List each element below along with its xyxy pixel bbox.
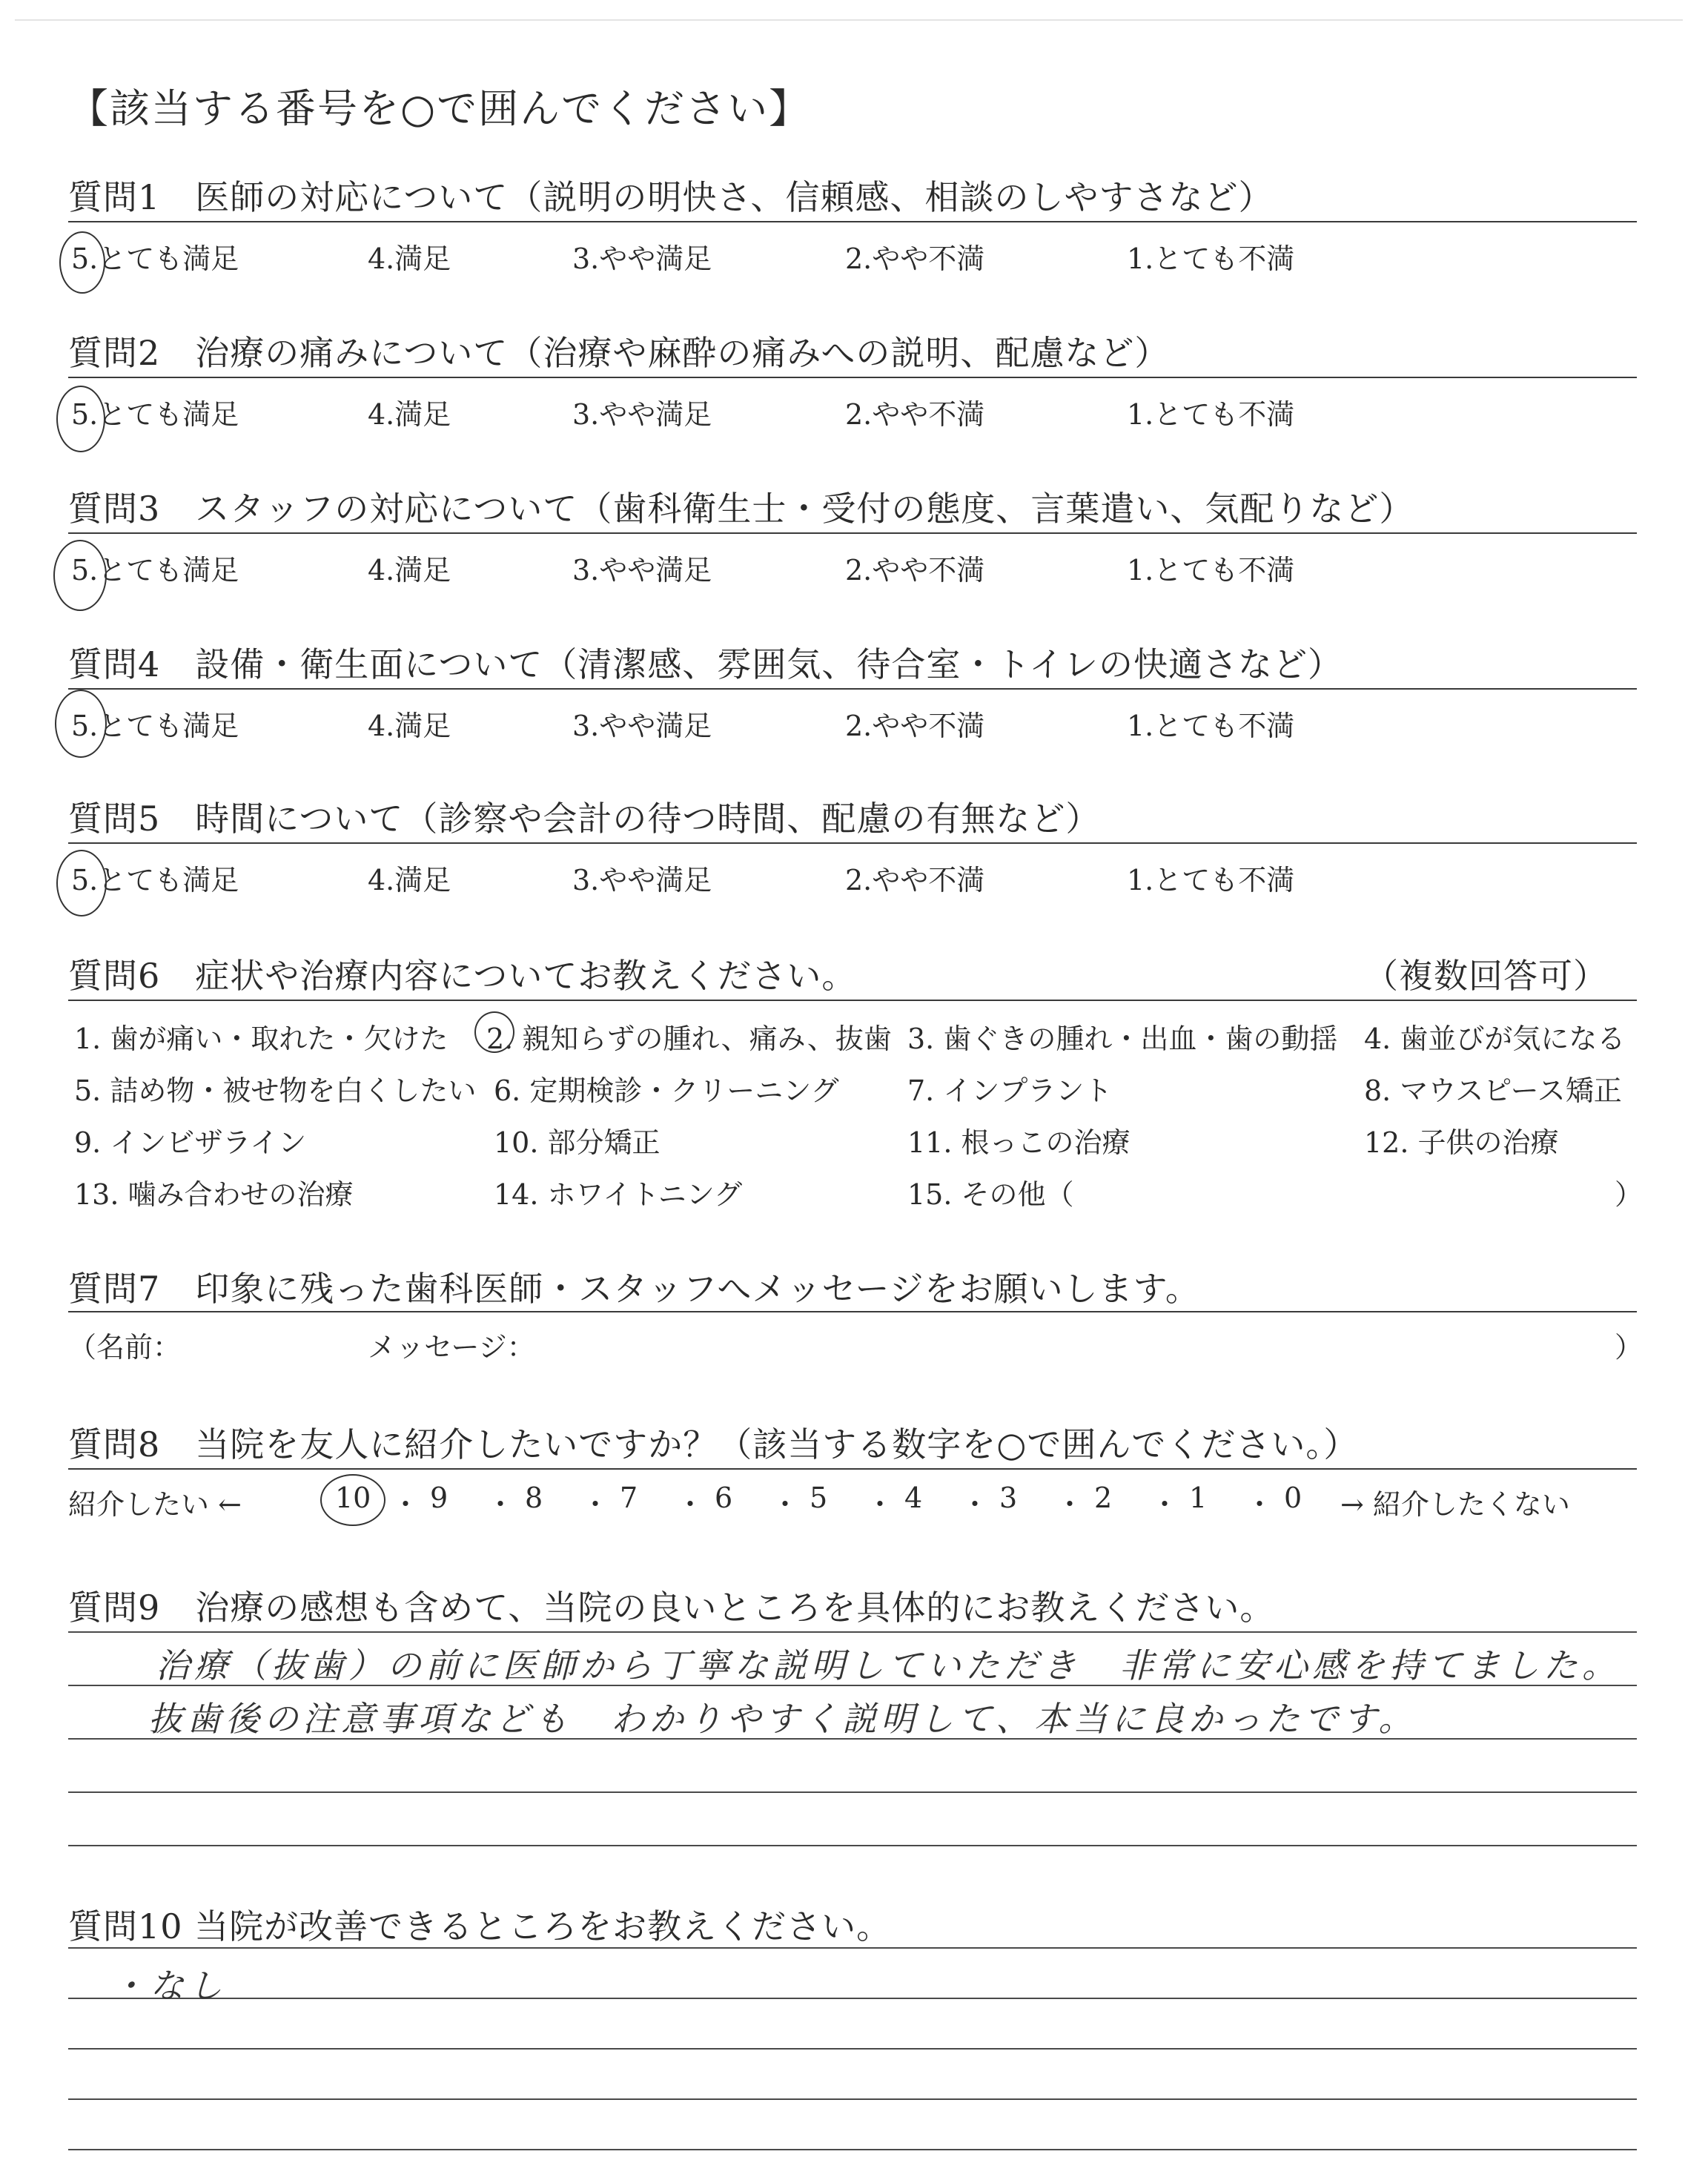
question-1-title: 質問1 医師の対応について（説明の明快さ、信頼感、相談のしやすさなど） xyxy=(68,177,1274,217)
q2-option-2[interactable]: 2.やや不満 xyxy=(845,398,985,431)
q8-scale-value-3[interactable]: 3 xyxy=(999,1482,1018,1514)
q5-option-2[interactable]: 2.やや不満 xyxy=(845,864,985,896)
question-2-rule xyxy=(68,377,1637,378)
q6-item-10[interactable]: 10. 部分矯正 xyxy=(494,1126,661,1159)
question-7-title: 質問7 印象に残った歯科医師・スタッフへメッセージをお願いします。 xyxy=(68,1269,1200,1309)
q3-option-2[interactable]: 2.やや不満 xyxy=(845,554,985,587)
q4-option-3[interactable]: 3.やや満足 xyxy=(572,710,712,742)
question-3-rule xyxy=(68,532,1637,534)
q6-item-15[interactable]: 15. その他（ xyxy=(907,1178,1074,1211)
q10-handwritten-line-1: ・なし xyxy=(111,1966,227,2006)
q6-item-9[interactable]: 9. インビザライン xyxy=(74,1126,307,1159)
q2-selection-circle xyxy=(56,386,105,452)
q6-item-3[interactable]: 3. 歯ぐきの腫れ・出血・歯の動揺 xyxy=(907,1023,1338,1055)
q4-option-4[interactable]: 4.満足 xyxy=(368,710,451,742)
q5-option-3[interactable]: 3.やや満足 xyxy=(572,864,712,896)
q6-item-13[interactable]: 13. 噛み合わせの治療 xyxy=(74,1178,354,1211)
question-5-rule xyxy=(68,842,1637,844)
q1-selection-circle xyxy=(59,231,105,294)
q3-option-4[interactable]: 4.満足 xyxy=(368,554,451,587)
q7-name-field[interactable] xyxy=(178,1320,348,1357)
q3-option-5[interactable]: 5.とても満足 xyxy=(71,554,239,587)
q4-option-2[interactable]: 2.やや不満 xyxy=(845,710,985,742)
q7-message-label: メッセージ： xyxy=(368,1331,535,1364)
q10-line-3 xyxy=(68,2048,1637,2050)
q8-scale-value-5[interactable]: 5 xyxy=(810,1482,828,1514)
form-header: 【該当する番号を○で囲んでください】 xyxy=(68,85,811,132)
question-4-title: 質問4 設備・衛生面について（清潔感、雰囲気、待合室・トイレの快適さなど） xyxy=(68,644,1343,684)
q8-scale-separator: ・ xyxy=(391,1488,420,1521)
q10-line-2 xyxy=(68,1998,1637,1999)
q1-option-1[interactable]: 1.とても不満 xyxy=(1127,242,1295,275)
q6-selection-circle xyxy=(474,1011,514,1053)
q8-scale-separator: ・ xyxy=(581,1488,610,1521)
q8-selection-circle xyxy=(320,1474,385,1526)
question-6-note: （複数回答可） xyxy=(1364,956,1608,996)
q6-item-8[interactable]: 8. マウスピース矯正 xyxy=(1364,1074,1622,1107)
q7-close-paren: ） xyxy=(1615,1331,1644,1364)
q1-option-3[interactable]: 3.やや満足 xyxy=(572,242,712,275)
q4-selection-circle xyxy=(55,690,107,758)
q10-line-4 xyxy=(68,2098,1637,2100)
q6-item-11[interactable]: 11. 根っこの治療 xyxy=(907,1126,1131,1159)
question-8-rule xyxy=(68,1468,1637,1470)
q8-scale-value-2[interactable]: 2 xyxy=(1094,1482,1113,1514)
q8-right-label: → 紹介したくない xyxy=(1340,1488,1570,1521)
q6-item-7[interactable]: 7. インプラント xyxy=(907,1074,1113,1107)
question-10-title: 質問10 当院が改善できるところをお教えください。 xyxy=(68,1906,892,1946)
question-6-title: 質問6 症状や治療内容についてお教えください。 xyxy=(68,956,857,996)
q6-item-6[interactable]: 6. 定期検診・クリーニング xyxy=(494,1074,839,1107)
q1-option-2[interactable]: 2.やや不満 xyxy=(845,242,985,275)
q4-option-1[interactable]: 1.とても不満 xyxy=(1127,710,1295,742)
question-5-title: 質問5 時間について（診察や会計の待つ時間、配慮の有無など） xyxy=(68,799,1101,839)
q9-line-1 xyxy=(68,1631,1637,1633)
question-6-rule xyxy=(68,1000,1637,1001)
q2-option-1[interactable]: 1.とても不満 xyxy=(1127,398,1295,431)
q6-item-4[interactable]: 4. 歯並びが気になる xyxy=(1364,1023,1626,1055)
q2-option-5[interactable]: 5.とても満足 xyxy=(71,398,239,431)
q8-scale-separator: ・ xyxy=(1056,1488,1085,1521)
q3-option-3[interactable]: 3.やや満足 xyxy=(572,554,712,587)
q6-item-14[interactable]: 14. ホワイトニング xyxy=(494,1178,743,1211)
q8-left-label: 紹介したい ← xyxy=(68,1488,242,1521)
q5-option-1[interactable]: 1.とても不満 xyxy=(1127,864,1295,896)
q6-item-1[interactable]: 1. 歯が痛い・取れた・欠けた xyxy=(74,1023,448,1055)
q7-name-label: （名前： xyxy=(68,1331,182,1364)
question-4-rule xyxy=(68,688,1637,690)
q6-item-2[interactable]: 2. 親知らずの腫れ、痛み、抜歯 xyxy=(486,1023,892,1055)
q8-scale-value-10[interactable]: 10 xyxy=(335,1482,371,1514)
q9-handwritten-line-1: 治療（抜歯）の前に医師から丁寧な説明していただき 非常に安心感を持てました。 xyxy=(156,1645,1621,1685)
q6-other-close-paren: ） xyxy=(1615,1178,1644,1211)
scan-edge xyxy=(15,19,1683,21)
q8-scale-separator: ・ xyxy=(961,1488,990,1521)
question-3-title: 質問3 スタッフの対応について（歯科衛生士・受付の態度、言葉遣い、気配りなど） xyxy=(68,489,1414,529)
q4-option-5[interactable]: 5.とても満足 xyxy=(71,710,239,742)
q2-option-4[interactable]: 4.満足 xyxy=(368,398,451,431)
q5-option-4[interactable]: 4.満足 xyxy=(368,864,451,896)
q7-message-field[interactable] xyxy=(563,1320,1586,1357)
q5-selection-circle xyxy=(56,850,107,916)
q8-scale-separator: ・ xyxy=(486,1488,515,1521)
q6-item-12[interactable]: 12. 子供の治療 xyxy=(1364,1126,1559,1159)
q10-line-1 xyxy=(68,1947,1637,1949)
q3-option-1[interactable]: 1.とても不満 xyxy=(1127,554,1295,587)
question-8-title: 質問8 当院を友人に紹介したいですか？（該当する数字を○で囲んでください。） xyxy=(68,1424,1359,1464)
q10-line-5 xyxy=(68,2149,1637,2150)
q8-scale-separator: ・ xyxy=(771,1488,800,1521)
q8-scale-value-0[interactable]: 0 xyxy=(1284,1482,1302,1514)
q5-option-5[interactable]: 5.とても満足 xyxy=(71,864,239,896)
q1-option-5[interactable]: 5.とても満足 xyxy=(71,242,239,275)
q2-option-3[interactable]: 3.やや満足 xyxy=(572,398,712,431)
q9-handwritten-line-2: 抜歯後の注意事項なども わかりやすく説明して、本当に良かったです。 xyxy=(148,1699,1417,1739)
q6-item-5[interactable]: 5. 詰め物・被せ物を白くしたい xyxy=(74,1074,477,1107)
question-1-rule xyxy=(68,221,1637,222)
question-2-title: 質問2 治療の痛みについて（治療や麻酔の痛みへの説明、配慮など） xyxy=(68,333,1170,373)
question-7-rule xyxy=(68,1311,1637,1312)
q8-scale-separator: ・ xyxy=(1245,1488,1274,1521)
q8-scale-separator: ・ xyxy=(1151,1488,1179,1521)
q8-scale-separator: ・ xyxy=(866,1488,895,1521)
q8-scale-value-1[interactable]: 1 xyxy=(1189,1482,1208,1514)
q9-line-5 xyxy=(68,1845,1637,1846)
question-9-title: 質問9 治療の感想も含めて、当院の良いところを具体的にお教えください。 xyxy=(68,1588,1275,1628)
q8-scale-value-7[interactable]: 7 xyxy=(620,1482,638,1514)
q9-line-4 xyxy=(68,1791,1637,1793)
q1-option-4[interactable]: 4.満足 xyxy=(368,242,451,275)
q8-scale-value-4[interactable]: 4 xyxy=(904,1482,923,1514)
q8-scale-value-9[interactable]: 9 xyxy=(430,1482,448,1514)
q3-selection-circle xyxy=(53,540,107,611)
q8-scale-value-8[interactable]: 8 xyxy=(525,1482,543,1514)
q8-scale-value-6[interactable]: 6 xyxy=(715,1482,733,1514)
q8-scale-separator: ・ xyxy=(676,1488,705,1521)
